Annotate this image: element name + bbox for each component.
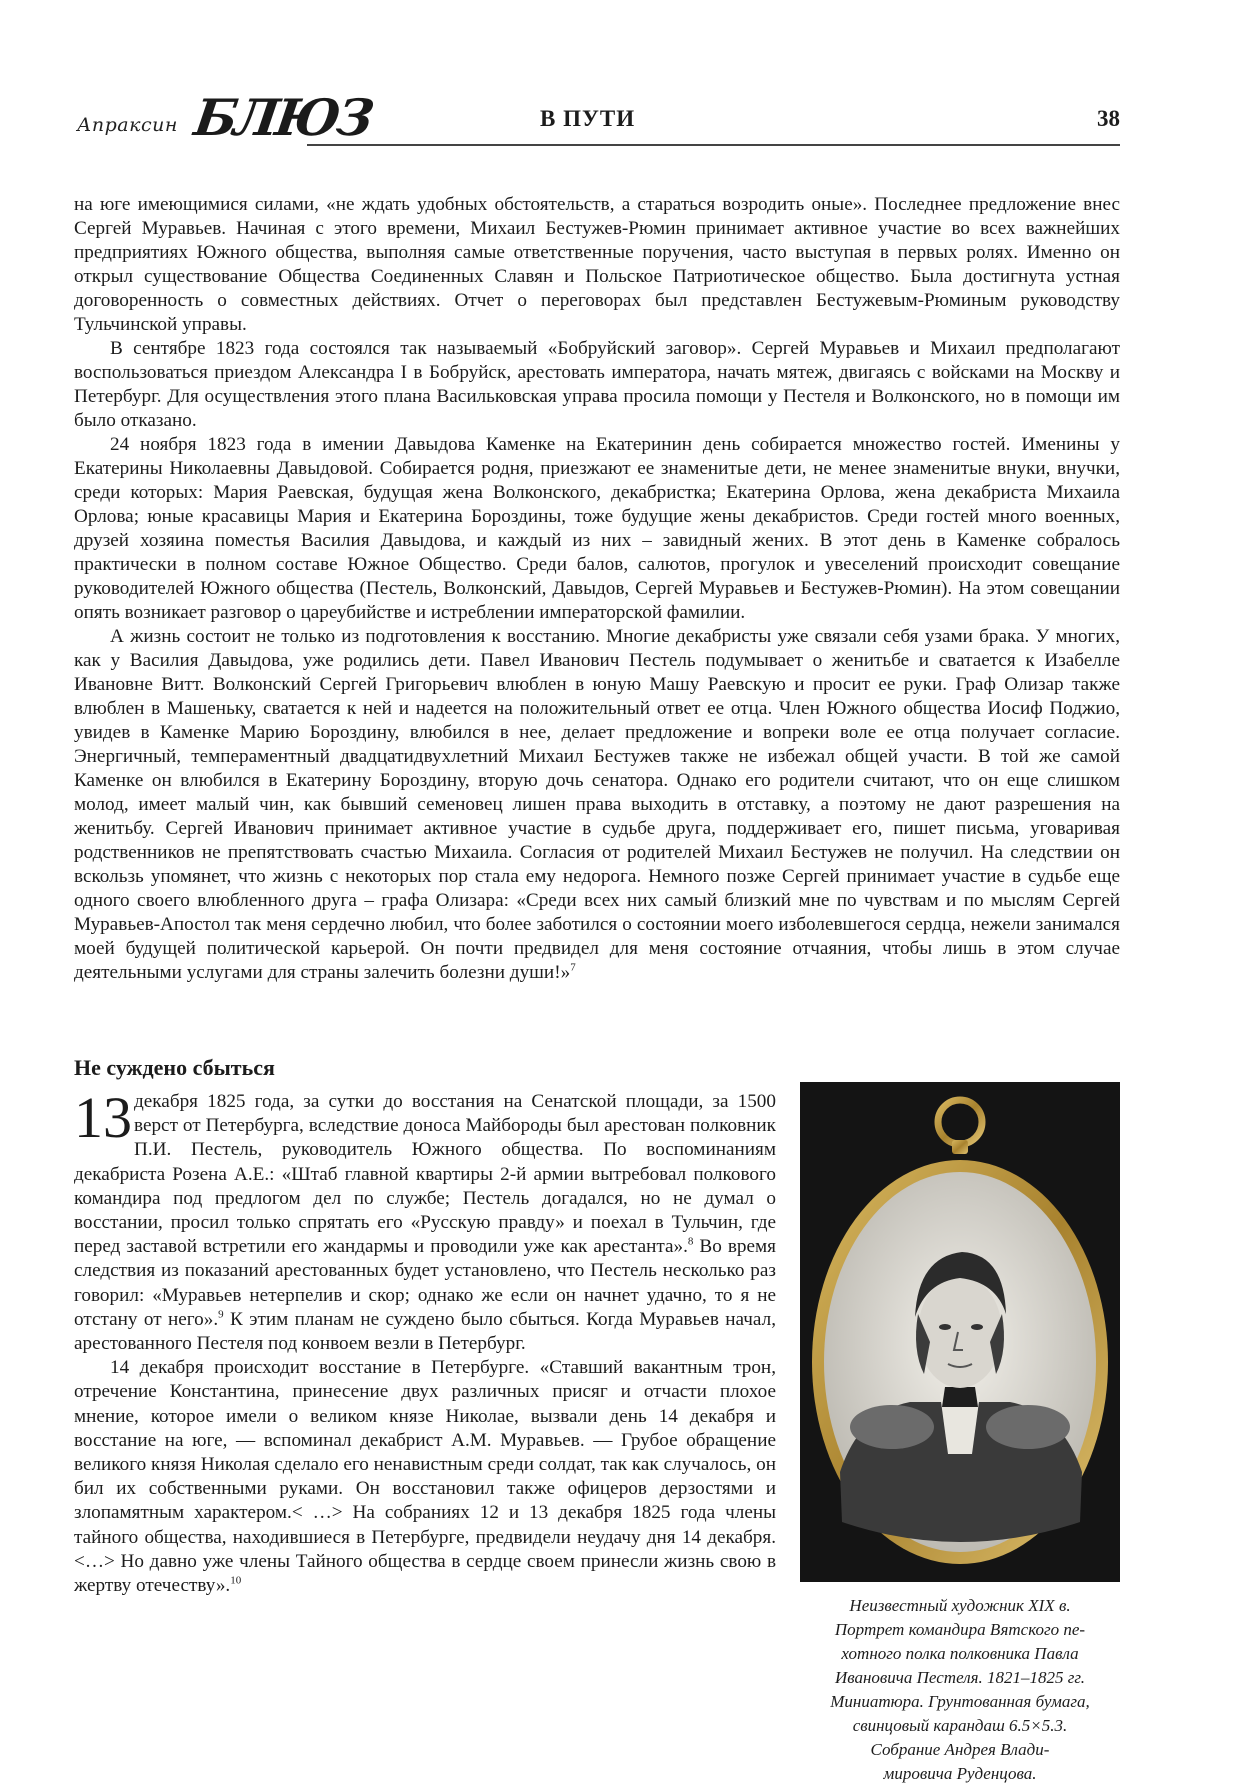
caption-line: хотного полка полковника Павла [841, 1644, 1079, 1663]
footnote-ref: 9 [218, 1308, 224, 1321]
page-number: 38 [1097, 106, 1120, 131]
section-text-column [74, 1085, 776, 1598]
section-heading: Не суждено сбыться [74, 1055, 275, 1080]
drop-cap: 13 [74, 1085, 132, 1150]
section-text: К этим планам не суждено было сбыться. Когда Муравьев начал, арестованного Пестеля под конвоем везли в Петербург. [74, 1308, 776, 1355]
section-text: Во время следствия из показаний арестованных будет установлено, что Пестель несколько раз говорил: «Муравьев нетерпелив и скор; однако же если он начнет удачно, то я не отстану от него». [74, 1236, 776, 1330]
running-title: В ПУТИ [540, 106, 636, 131]
portrait-image [800, 1082, 1120, 1582]
caption-line: Собрание Андрея Влади- [870, 1740, 1050, 1759]
figure-caption [800, 1594, 1120, 1786]
article-body [74, 193, 1120, 985]
article-paragraph: 24 ноября 1823 года в имении Давыдова Каменке на Екатеринин день собирается множество гостей. Именины у Екатерины Николаевны Давыдовой. Собирается родня, приезжают ее знаменитые дети, не менее знаменитые внуки, внучки, среди которых: Мария Раевская, будущая жена Волконского, декабристка; Екатерина Орлова, жена декабриста Михаила Орлова; юные красавицы Мария и Екатерина Бороздины, тоже будущие жены декабристов. Среди гостей много военных, друзей хозяина поместья Василия Давыдова, и каждый из них – завидный жених. В этот день в Каменке собралось практически в полном составе Южное Общество. Среди балов, салютов, прогулок и увеселений происходит совещание руководителей Южного общества (Пестель, Волконский, Давыдов, Сергей Муравьев и Бестужев-Рюмин). На этом совещании опять возникает разговор о цареубийстве и истреблении императорской фамилии. [74, 434, 1120, 623]
footnote-ref: 10 [230, 1574, 242, 1587]
footnote-ref: 7 [570, 961, 576, 974]
caption-line: Миниатюра. Грунтованная бумага, [830, 1692, 1090, 1711]
magazine-logo [60, 84, 375, 154]
caption-line: Неизвестный художник XIX в. [849, 1596, 1071, 1615]
caption-line: Портрет командира Вятского пе- [834, 1620, 1086, 1639]
section-text: 14 декабря происходит восстание в Петербурге. «Ставший вакантным трон, отречение Константина, принесение двух различных присяг и отчасти плохое мнение, которое имели о великом князе Николае, вызвали день 14 декабря и восстание на юге, — вспоминал декабрист А.М. Муравьев. — Грубое обращение великого князя Николая сделало его ненавистным среди солдат, так как случалось, он бил их собственными руками. Он восстановил также офицеров дерзостями и злопамятным характером.< …> На собраниях 12 и 13 декабря 1825 года члены тайного общества, находившиеся в Петербурге, предвидели неудачу дня 14 декабря. <…> Но давно уже члены Тайного общества в сердце своем принесли жизнь свою в жертву отечеству». [74, 1357, 776, 1597]
footnote-ref: 8 [687, 1235, 694, 1248]
page-header [60, 84, 1120, 154]
article-paragraph [74, 625, 1120, 985]
portrait-figure [800, 1082, 1120, 1786]
logo-big-text: БЛЮЗ [190, 88, 375, 147]
section-text: декабря 1825 года, за сутки до восстания на Сенатской площади, за 1500 верст от Петербурга, вследствие доноса Майбороды был арестован полковник П.И. Пестель, руководитель Южного общества. По воспоминаниям декабриста Розена А.Е.: «Штаб главной квартиры 2-й армии вытребовал полкового командира под предлогом дел по службе; Пестель догадался, но не думал о восстании, просил только спрятать его «Русскую правду» и поехал в Тульчин, где перед заставой встретили его жандармы и проводили уже как арестанта». [74, 1091, 776, 1258]
section-paragraph [74, 1356, 776, 1598]
portrait-miniature-illustration [800, 1082, 1120, 1582]
article-paragraph-text: А жизнь состоит не только из подготовления к восстанию. Многие декабристы уже связали себя узами брака. У многих, как у Василия Давыдова, уже родились дети. Павел Иванович Пестель подумывает о женитьбе и сватается к Изабелле Ивановне Витт. Волконский Сергей Григорьевич влюблен в юную Машу Раевскую и просит ее руки. Граф Олизар также влюблен в Машеньку, сватается к ней и надеется на положительный ответ ее отца. Член Южного общества Иосиф Поджио, увидев в Каменке Марию Бороздину, влюбился в нее, делает предложение и вопреки воле ее отца получает согласие. Энергичный, темпераментный двадцатидвухлетний Михаил Бестужев также не избежал общей участи. В той же самой Каменке он влюбился в Екатерину Бороздину, вторую дочь сенатора. Однако его родители считают, что он еще слишком молод, имеет малый чин, как бывший семеновец лишен права выходить в отставку, а поэтому не дают разрешения на женитьбу. Сергей Иванович принимает активное участие в судьбе друга, поддерживает его, пишет письма, уговаривая родственников не препятствовать счастью Михаила. Согласия от родителей Михаил Бестужев не получил. На следствии он вскользь упомянет, что жизнь с некоторых пор стала ему недорога. Немного позже Сергей принимает участие в судьбе еще одного своего влюбленного друга – графа Олизара: «Среди всех них самый близкий мне по чувствам и по мыслям Сергей Муравьев-Апостол так меня сердечно любил, что более заботился о состоянии моего изболевшегося сердца, нежели занимался моей будущей политической карьерой. Он почти предвидел для меня состояние отчаяния, чтобы лишь в этом случае деятельными услугами для страны залечить болезни души!» [74, 626, 1120, 983]
article-paragraph: на юге имеющимися силами, «не ждать удобных обстоятельств, а стараться возродить оные». Последнее предложение внес Сергей Муравьев. Начиная с этого времени, Михаил Бестужев-Рюмин принимает активное участие во всех важнейших предприятиях Южного общества, выполняя самые ответственные поручения, часто выступая в первых ролях. Именно он открыл существование Общества Соединенных Славян и Польское Патриотическое общество. Была достигнута устная договоренность о совместных действиях. Отчет о переговорах был представлен Бестужевым-Рюминым руководству Тульчинской управы. [74, 194, 1120, 335]
header-rule [307, 144, 1120, 146]
section-paragraph [74, 1085, 776, 1356]
article-paragraph: В сентябре 1823 года состоялся так называемый «Бобруйский заговор». Сергей Муравьев и Михаил предполагают воспользоваться приездом Александра I в Бобруйск, арестовать императора, начать мятеж, двигаясь с войсками на Москву и Петербург. Для осуществления этого плана Васильковская управа просила помощи у Пестеля и Волконского, но в помощи им было отказано. [74, 338, 1120, 431]
logo-small-text: Апраксин [77, 114, 178, 136]
caption-line: Ивановича Пестеля. 1821–1825 гг. [834, 1668, 1086, 1687]
caption-line: мировича Руденцова. [883, 1764, 1037, 1783]
caption-line: свинцовый карандаш 6.5×5.3. [852, 1716, 1068, 1735]
